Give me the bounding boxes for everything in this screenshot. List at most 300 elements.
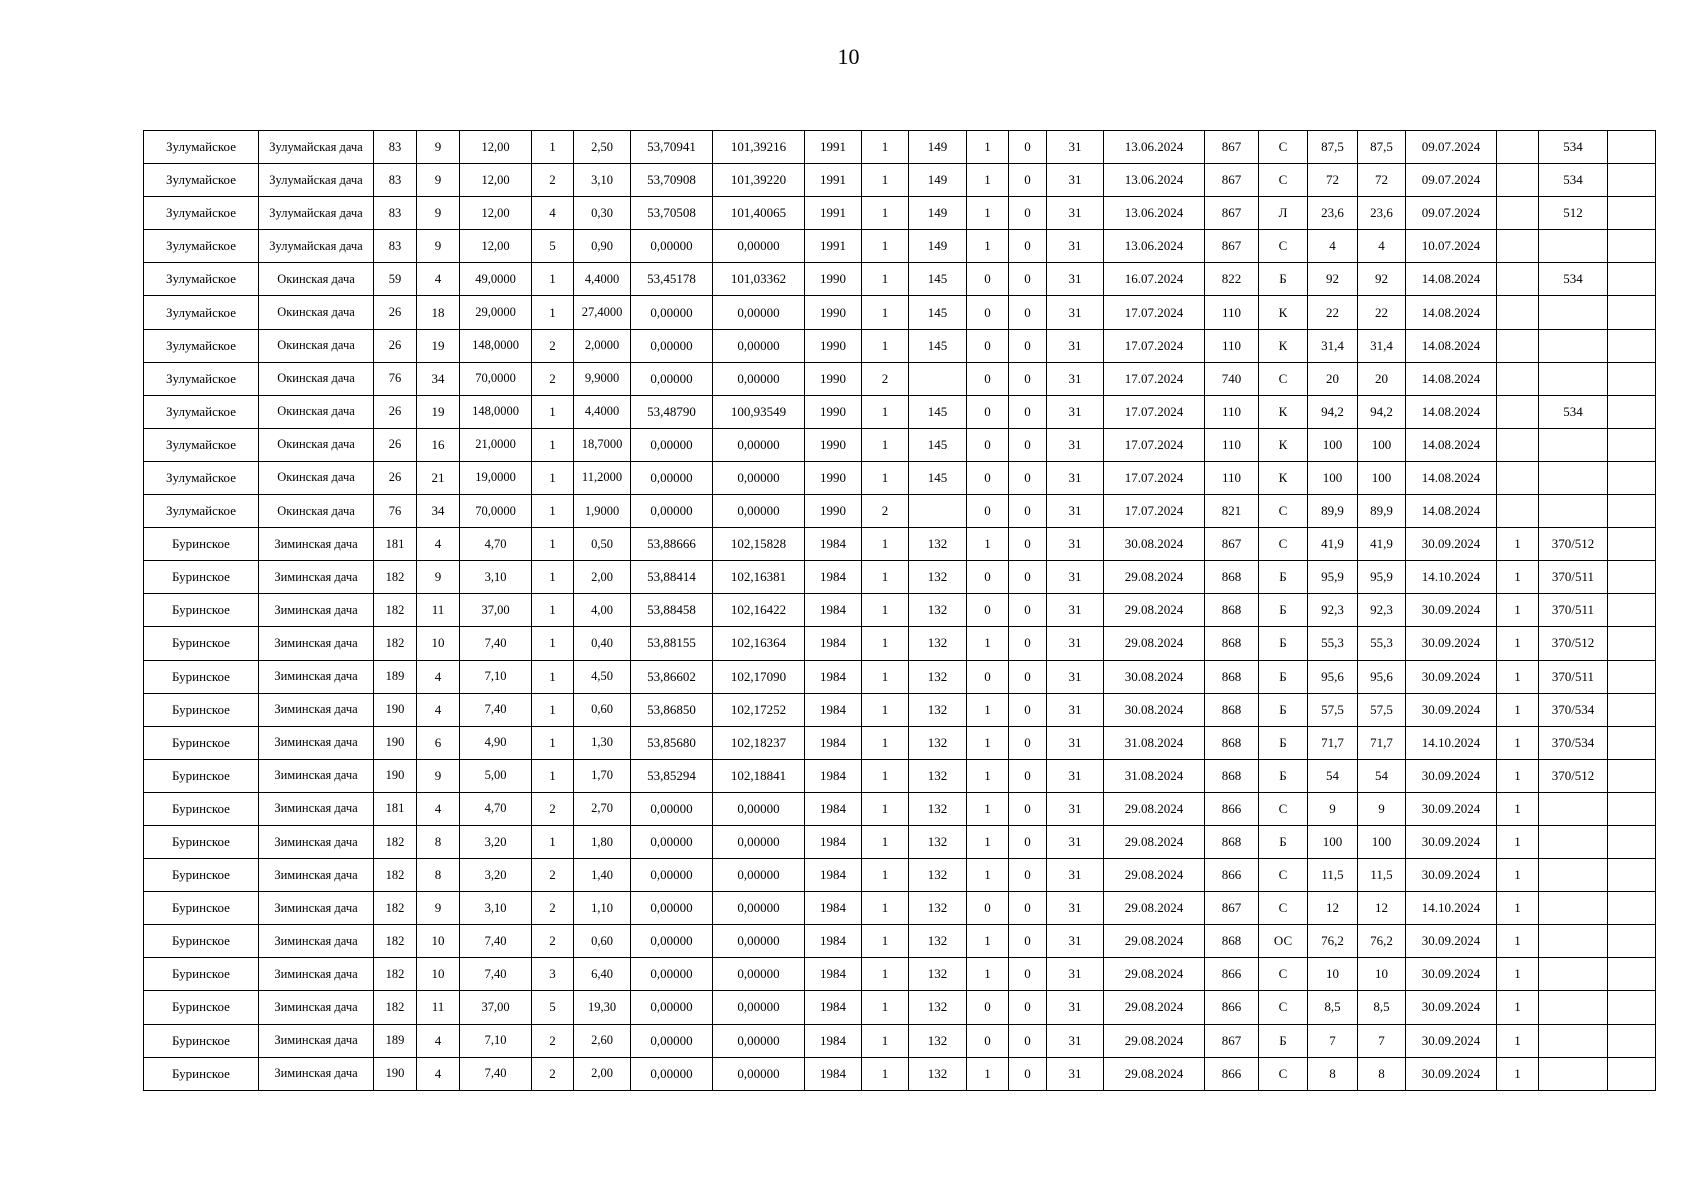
table-cell: 53,88155 xyxy=(631,627,713,660)
table-cell: ОС xyxy=(1259,925,1308,958)
table-cell: 6,40 xyxy=(574,958,631,991)
table-cell: 102,16381 xyxy=(713,561,805,594)
table-cell: 867 xyxy=(1205,197,1259,230)
table-cell: 102,16364 xyxy=(713,627,805,660)
table-cell: 1,9000 xyxy=(574,495,631,528)
table-cell: 26 xyxy=(374,395,417,428)
table-cell: 4 xyxy=(1308,230,1358,263)
table-cell: 12 xyxy=(1308,892,1358,925)
table-cell xyxy=(1608,428,1656,461)
table-cell: 4,4000 xyxy=(574,263,631,296)
table-cell: 0 xyxy=(1009,197,1047,230)
table-cell xyxy=(1608,230,1656,263)
table-cell: 29,0000 xyxy=(460,296,532,329)
table-cell: 1991 xyxy=(805,197,862,230)
table-cell: 0,60 xyxy=(574,925,631,958)
table-cell: 1 xyxy=(532,693,574,726)
table-cell: 83 xyxy=(374,197,417,230)
table-cell: 34 xyxy=(417,495,460,528)
table-cell: 182 xyxy=(374,892,417,925)
table-cell: Б xyxy=(1259,825,1308,858)
table-cell: С xyxy=(1259,892,1308,925)
table-cell: 181 xyxy=(374,792,417,825)
table-cell: 1 xyxy=(862,958,909,991)
table-cell: 29.08.2024 xyxy=(1104,892,1205,925)
table-cell: 8,5 xyxy=(1308,991,1358,1024)
table-cell: 822 xyxy=(1205,263,1259,296)
table-cell: С xyxy=(1259,164,1308,197)
table-cell: 11 xyxy=(417,594,460,627)
table-cell: 3,20 xyxy=(460,859,532,892)
table-cell: 30.09.2024 xyxy=(1406,759,1497,792)
table-cell: 7,10 xyxy=(460,1024,532,1057)
table-cell: 0,00000 xyxy=(631,296,713,329)
table-cell: 9 xyxy=(417,759,460,792)
table-cell: С xyxy=(1259,362,1308,395)
table-cell: 370/511 xyxy=(1539,561,1608,594)
table-cell: 1984 xyxy=(805,627,862,660)
table-cell xyxy=(1608,792,1656,825)
table-cell: 0,00000 xyxy=(631,825,713,858)
table-cell: 0 xyxy=(1009,925,1047,958)
table-cell: 4 xyxy=(417,792,460,825)
table-cell: 0,00000 xyxy=(713,329,805,362)
table-cell: 101,03362 xyxy=(713,263,805,296)
table-cell xyxy=(1608,627,1656,660)
table-cell: 4,70 xyxy=(460,792,532,825)
table-cell: Зиминская дача xyxy=(259,528,374,561)
table-cell: 0 xyxy=(1009,395,1047,428)
table-cell: 0,60 xyxy=(574,693,631,726)
table-cell: 53,88458 xyxy=(631,594,713,627)
table-cell: 53,70508 xyxy=(631,197,713,230)
table-cell xyxy=(1497,395,1539,428)
table-cell: 95,9 xyxy=(1308,561,1358,594)
table-cell: 1 xyxy=(862,1057,909,1090)
table-cell: 0 xyxy=(1009,561,1047,594)
table-cell: 0,00000 xyxy=(631,958,713,991)
table-cell: 0 xyxy=(1009,362,1047,395)
table-cell: 31.08.2024 xyxy=(1104,726,1205,759)
table-cell: 29.08.2024 xyxy=(1104,594,1205,627)
table-cell: 9 xyxy=(417,131,460,164)
table-cell: 1 xyxy=(532,263,574,296)
table-cell: 149 xyxy=(909,230,967,263)
table-cell: 92 xyxy=(1358,263,1406,296)
table-cell: Б xyxy=(1259,693,1308,726)
table-cell: 27,4000 xyxy=(574,296,631,329)
table-cell: 76 xyxy=(374,362,417,395)
table-cell: 132 xyxy=(909,792,967,825)
table-cell: Зулумайское xyxy=(144,395,259,428)
table-cell: 9 xyxy=(417,164,460,197)
table-cell: 17.07.2024 xyxy=(1104,395,1205,428)
table-cell: 1984 xyxy=(805,859,862,892)
table-cell: 0,00000 xyxy=(713,892,805,925)
table-cell: С xyxy=(1259,131,1308,164)
table-cell: 821 xyxy=(1205,495,1259,528)
table-row xyxy=(144,528,1656,561)
table-cell: 868 xyxy=(1205,594,1259,627)
table-cell: 1 xyxy=(862,164,909,197)
table-cell: 13.06.2024 xyxy=(1104,131,1205,164)
table-cell: 9 xyxy=(417,892,460,925)
table-cell: 12 xyxy=(1358,892,1406,925)
table-cell: 867 xyxy=(1205,1024,1259,1057)
table-cell: 2,70 xyxy=(574,792,631,825)
table-cell: 8 xyxy=(1358,1057,1406,1090)
table-cell: 31 xyxy=(1047,594,1104,627)
table-cell: С xyxy=(1259,991,1308,1024)
table-cell xyxy=(1497,230,1539,263)
table-cell: 31 xyxy=(1047,428,1104,461)
table-cell: 1,30 xyxy=(574,726,631,759)
table-cell: 2,00 xyxy=(574,561,631,594)
table-cell: 182 xyxy=(374,561,417,594)
table-cell: 1984 xyxy=(805,561,862,594)
table-cell: 110 xyxy=(1205,461,1259,494)
table-cell: К xyxy=(1259,428,1308,461)
table-cell: 1 xyxy=(967,197,1009,230)
table-cell: 0,00000 xyxy=(631,495,713,528)
table-cell: 1 xyxy=(862,296,909,329)
table-cell: 0 xyxy=(1009,428,1047,461)
table-cell: 31 xyxy=(1047,1057,1104,1090)
table-cell: 102,18237 xyxy=(713,726,805,759)
table-cell: 14.10.2024 xyxy=(1406,892,1497,925)
table-cell: 87,5 xyxy=(1308,131,1358,164)
table-cell: Зиминская дача xyxy=(259,726,374,759)
table-cell: С xyxy=(1259,495,1308,528)
table-cell xyxy=(1608,660,1656,693)
table-cell: Зиминская дача xyxy=(259,627,374,660)
table-cell xyxy=(1608,495,1656,528)
table-cell: 182 xyxy=(374,958,417,991)
table-cell: 132 xyxy=(909,892,967,925)
table-cell: 866 xyxy=(1205,859,1259,892)
table-cell: 17.07.2024 xyxy=(1104,461,1205,494)
table-cell: 866 xyxy=(1205,792,1259,825)
table-cell: 0 xyxy=(1009,859,1047,892)
table-row xyxy=(144,759,1656,792)
table-cell: 76,2 xyxy=(1358,925,1406,958)
table-cell: 0 xyxy=(967,329,1009,362)
table-cell: 0 xyxy=(1009,991,1047,1024)
table-cell: 1984 xyxy=(805,991,862,1024)
table-cell: 41,9 xyxy=(1358,528,1406,561)
table-cell: 740 xyxy=(1205,362,1259,395)
table-cell: 4,50 xyxy=(574,660,631,693)
table-cell: Окинская дача xyxy=(259,428,374,461)
table-cell: К xyxy=(1259,329,1308,362)
table-row xyxy=(144,164,1656,197)
table-row xyxy=(144,230,1656,263)
table-cell: 9 xyxy=(417,561,460,594)
table-cell: 1 xyxy=(862,792,909,825)
table-cell: 4 xyxy=(417,1057,460,1090)
table-cell: Б xyxy=(1259,594,1308,627)
table-cell: 0 xyxy=(1009,164,1047,197)
table-cell: Буринское xyxy=(144,561,259,594)
table-cell: Окинская дача xyxy=(259,263,374,296)
table-cell: 1 xyxy=(967,131,1009,164)
table-cell: 31 xyxy=(1047,495,1104,528)
table-cell: 0 xyxy=(967,263,1009,296)
table-cell: 1 xyxy=(862,428,909,461)
table-cell: 1984 xyxy=(805,1024,862,1057)
table-cell: 0,00000 xyxy=(713,958,805,991)
table-cell xyxy=(1539,859,1608,892)
table-cell: Зулумайское xyxy=(144,362,259,395)
table-cell: 31 xyxy=(1047,1024,1104,1057)
table-cell xyxy=(1608,164,1656,197)
table-cell: С xyxy=(1259,230,1308,263)
table-cell: 145 xyxy=(909,296,967,329)
table-cell: 19 xyxy=(417,329,460,362)
table-cell: 41,9 xyxy=(1308,528,1358,561)
table-cell: Буринское xyxy=(144,693,259,726)
table-cell: 53,85294 xyxy=(631,759,713,792)
table-cell: Зулумайское xyxy=(144,461,259,494)
table-row xyxy=(144,792,1656,825)
table-cell: 8 xyxy=(417,825,460,858)
table-cell: 0 xyxy=(1009,329,1047,362)
table-row xyxy=(144,561,1656,594)
table-cell: 9 xyxy=(1358,792,1406,825)
table-cell: Окинская дача xyxy=(259,461,374,494)
table-cell: 53,85680 xyxy=(631,726,713,759)
table-cell: 14.08.2024 xyxy=(1406,362,1497,395)
table-cell: 0,00000 xyxy=(631,1024,713,1057)
table-cell: 31 xyxy=(1047,693,1104,726)
table-cell: 30.08.2024 xyxy=(1104,693,1205,726)
table-cell: 370/534 xyxy=(1539,726,1608,759)
table-cell: 31 xyxy=(1047,197,1104,230)
table-cell: 31 xyxy=(1047,528,1104,561)
table-cell: 100 xyxy=(1358,825,1406,858)
table-cell xyxy=(1539,825,1608,858)
table-cell: 30.08.2024 xyxy=(1104,660,1205,693)
table-cell: 30.09.2024 xyxy=(1406,925,1497,958)
table-cell: 110 xyxy=(1205,395,1259,428)
table-cell xyxy=(1497,495,1539,528)
table-cell: 1 xyxy=(967,958,1009,991)
table-cell: 37,00 xyxy=(460,594,532,627)
table-cell: Буринское xyxy=(144,792,259,825)
table-cell: Окинская дача xyxy=(259,296,374,329)
table-cell: 0 xyxy=(1009,296,1047,329)
table-cell: Зиминская дача xyxy=(259,925,374,958)
table-cell: Б xyxy=(1259,759,1308,792)
table-cell: 14.08.2024 xyxy=(1406,296,1497,329)
table-cell: 189 xyxy=(374,1024,417,1057)
table-cell xyxy=(1608,991,1656,1024)
table-cell: 1 xyxy=(1497,825,1539,858)
table-cell: 31 xyxy=(1047,461,1104,494)
table-cell: 868 xyxy=(1205,561,1259,594)
table-cell: 1,70 xyxy=(574,759,631,792)
table-cell: 0 xyxy=(967,428,1009,461)
table-cell: 9,9000 xyxy=(574,362,631,395)
table-cell: 132 xyxy=(909,759,967,792)
table-cell: 55,3 xyxy=(1308,627,1358,660)
table-cell: 31 xyxy=(1047,627,1104,660)
table-cell: 0 xyxy=(1009,627,1047,660)
table-cell: 370/512 xyxy=(1539,528,1608,561)
table-cell: 1990 xyxy=(805,362,862,395)
table-cell xyxy=(1608,461,1656,494)
table-cell xyxy=(1539,296,1608,329)
table-cell: 0,00000 xyxy=(631,329,713,362)
table-cell: Буринское xyxy=(144,594,259,627)
table-cell: 1991 xyxy=(805,230,862,263)
table-cell: 1 xyxy=(1497,561,1539,594)
table-cell: 0 xyxy=(967,991,1009,1024)
table-cell: С xyxy=(1259,792,1308,825)
table-cell: Окинская дача xyxy=(259,395,374,428)
table-cell: 1 xyxy=(862,230,909,263)
table-cell: 7,40 xyxy=(460,958,532,991)
table-cell: 29.08.2024 xyxy=(1104,561,1205,594)
table-cell: 14.08.2024 xyxy=(1406,263,1497,296)
table-cell xyxy=(1497,131,1539,164)
table-row xyxy=(144,925,1656,958)
table-cell: 14.08.2024 xyxy=(1406,461,1497,494)
table-cell: 1,40 xyxy=(574,859,631,892)
table-cell: Зиминская дача xyxy=(259,561,374,594)
table-cell: 53,70908 xyxy=(631,164,713,197)
table-cell: 7,40 xyxy=(460,925,532,958)
table-cell: 87,5 xyxy=(1358,131,1406,164)
table-cell: 13.06.2024 xyxy=(1104,230,1205,263)
table-cell: 29.08.2024 xyxy=(1104,825,1205,858)
table-cell: Буринское xyxy=(144,991,259,1024)
table-cell: 09.07.2024 xyxy=(1406,197,1497,230)
table-cell: 1984 xyxy=(805,825,862,858)
table-cell: 1 xyxy=(862,892,909,925)
table-cell: 2 xyxy=(532,164,574,197)
table-row xyxy=(144,428,1656,461)
table-cell: 0,00000 xyxy=(713,461,805,494)
table-cell: 1 xyxy=(1497,859,1539,892)
table-cell: 71,7 xyxy=(1358,726,1406,759)
table-cell: 31 xyxy=(1047,296,1104,329)
table-cell: 53,70941 xyxy=(631,131,713,164)
table-row xyxy=(144,197,1656,230)
table-cell: 145 xyxy=(909,263,967,296)
table-cell: Б xyxy=(1259,561,1308,594)
table-cell: 30.09.2024 xyxy=(1406,693,1497,726)
table-cell: 2,60 xyxy=(574,1024,631,1057)
table-body xyxy=(144,131,1656,1091)
table-cell: Зулумайское xyxy=(144,329,259,362)
table-cell: 0,00000 xyxy=(713,991,805,1024)
table-cell: 49,0000 xyxy=(460,263,532,296)
table-row xyxy=(144,693,1656,726)
table-cell: 1 xyxy=(967,627,1009,660)
table-cell: 1991 xyxy=(805,164,862,197)
table-cell: 866 xyxy=(1205,958,1259,991)
table-cell xyxy=(1608,859,1656,892)
table-cell: 1 xyxy=(532,296,574,329)
table-cell: Зулумайское xyxy=(144,197,259,230)
table-cell: 31,4 xyxy=(1308,329,1358,362)
table-cell: 100 xyxy=(1358,461,1406,494)
table-cell: 7,40 xyxy=(460,693,532,726)
table-cell: К xyxy=(1259,395,1308,428)
table-cell: 1 xyxy=(532,660,574,693)
table-cell: 1984 xyxy=(805,759,862,792)
table-cell: 17.07.2024 xyxy=(1104,329,1205,362)
table-cell: 29.08.2024 xyxy=(1104,1024,1205,1057)
table-cell: 1 xyxy=(862,131,909,164)
table-cell: 102,17090 xyxy=(713,660,805,693)
table-cell: 0,90 xyxy=(574,230,631,263)
table-cell: 1 xyxy=(967,528,1009,561)
table-cell: 54 xyxy=(1308,759,1358,792)
table-cell: Зулумайское xyxy=(144,164,259,197)
table-cell: 1984 xyxy=(805,958,862,991)
table-cell: 20 xyxy=(1358,362,1406,395)
table-cell: 12,00 xyxy=(460,230,532,263)
table-cell xyxy=(1608,395,1656,428)
table-cell: 30.09.2024 xyxy=(1406,991,1497,1024)
table-cell: Зиминская дача xyxy=(259,1057,374,1090)
table-cell xyxy=(1539,991,1608,1024)
table-cell: 132 xyxy=(909,825,967,858)
table-cell: Б xyxy=(1259,726,1308,759)
table-cell: 0 xyxy=(1009,528,1047,561)
table-cell: 1 xyxy=(1497,660,1539,693)
table-cell: Зиминская дача xyxy=(259,825,374,858)
table-cell: 6 xyxy=(417,726,460,759)
table-cell xyxy=(1497,362,1539,395)
table-row xyxy=(144,991,1656,1024)
table-cell: 4 xyxy=(417,263,460,296)
table-cell xyxy=(1539,892,1608,925)
table-cell xyxy=(1497,263,1539,296)
table-cell: 11,2000 xyxy=(574,461,631,494)
table-cell: С xyxy=(1259,859,1308,892)
table-cell: 0,00000 xyxy=(631,859,713,892)
table-cell: 0,00000 xyxy=(713,495,805,528)
table-cell: 94,2 xyxy=(1308,395,1358,428)
table-cell: 0,00000 xyxy=(631,892,713,925)
table-cell: 1 xyxy=(967,164,1009,197)
table-cell: 370/512 xyxy=(1539,759,1608,792)
table-cell: 11,5 xyxy=(1308,859,1358,892)
table-cell: 0 xyxy=(1009,660,1047,693)
table-cell xyxy=(1539,428,1608,461)
table-row xyxy=(144,263,1656,296)
table-cell: 0,00000 xyxy=(631,1057,713,1090)
table-cell: 868 xyxy=(1205,660,1259,693)
table-cell: 1990 xyxy=(805,263,862,296)
table-cell: 10 xyxy=(417,627,460,660)
table-cell: 0,00000 xyxy=(631,428,713,461)
table-cell: 0 xyxy=(967,594,1009,627)
table-cell: 0 xyxy=(1009,594,1047,627)
table-cell: 2 xyxy=(862,495,909,528)
table-cell: 181 xyxy=(374,528,417,561)
table-row xyxy=(144,329,1656,362)
table-cell xyxy=(1497,329,1539,362)
table-cell: 8 xyxy=(417,859,460,892)
table-cell: К xyxy=(1259,296,1308,329)
table-cell: 17.07.2024 xyxy=(1104,362,1205,395)
table-cell: Б xyxy=(1259,627,1308,660)
table-cell: 2 xyxy=(532,892,574,925)
